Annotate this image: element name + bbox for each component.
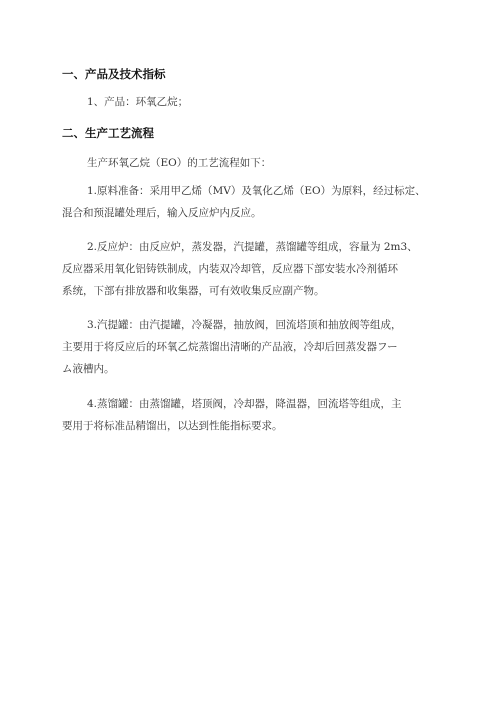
- paragraph-distillation: [62, 393, 442, 437]
- paragraph-reactor: [62, 236, 442, 302]
- product-line: [87, 91, 188, 113]
- paragraph-line: 4.蒸馏罐：由蒸馏罐，塔顶阀，冷却器，降温器，回流塔等组成，主: [87, 398, 402, 410]
- paragraph-line: 反应器采用氧化铝铸铁制成，内装双冷却管，反应器下部安装水冷剂循环: [62, 263, 398, 275]
- intro-text: 生产环氧乙烷（EO）的工艺流程如下：: [87, 157, 272, 169]
- paragraph-line: 要用于将标准品精馏出，以达到性能指标要求。: [62, 420, 283, 432]
- paragraph-line: 混合和预混罐处理后，输入反应炉内反应。: [62, 207, 262, 219]
- section-2-heading: 二、生产工艺流程: [62, 126, 154, 140]
- paragraph-line: 1.原料准备：采用甲乙烯（MV）及氧化乙烯（EO）为原料，经过标定、: [87, 185, 426, 197]
- section-1-heading: 一、产品及技术指标: [62, 67, 166, 81]
- process-intro: [87, 152, 271, 174]
- paragraph-line: 3.汽提罐：由汽提罐，冷凝器，抽放阀，回流塔顶和抽放阀等组成，: [87, 319, 402, 331]
- paragraph-line: ム液槽内。: [62, 363, 115, 375]
- paragraph-line: 2.反应炉：由反应炉，蒸发器，汽提罐，蒸馏罐等组成，容量为 2m3、: [87, 241, 418, 253]
- paragraph-stripper: [62, 314, 442, 380]
- product-text: 1、产品：环氧乙烷；: [87, 96, 189, 108]
- paragraph-raw-materials: [62, 180, 442, 224]
- paragraph-line: 主要用于将反应后的环氧乙烷蒸馏出清晰的产品液，冷却后回蒸发器フー: [62, 341, 398, 353]
- paragraph-line: 系统，下部有排放器和收集器，可有效收集反应副产物。: [62, 285, 325, 297]
